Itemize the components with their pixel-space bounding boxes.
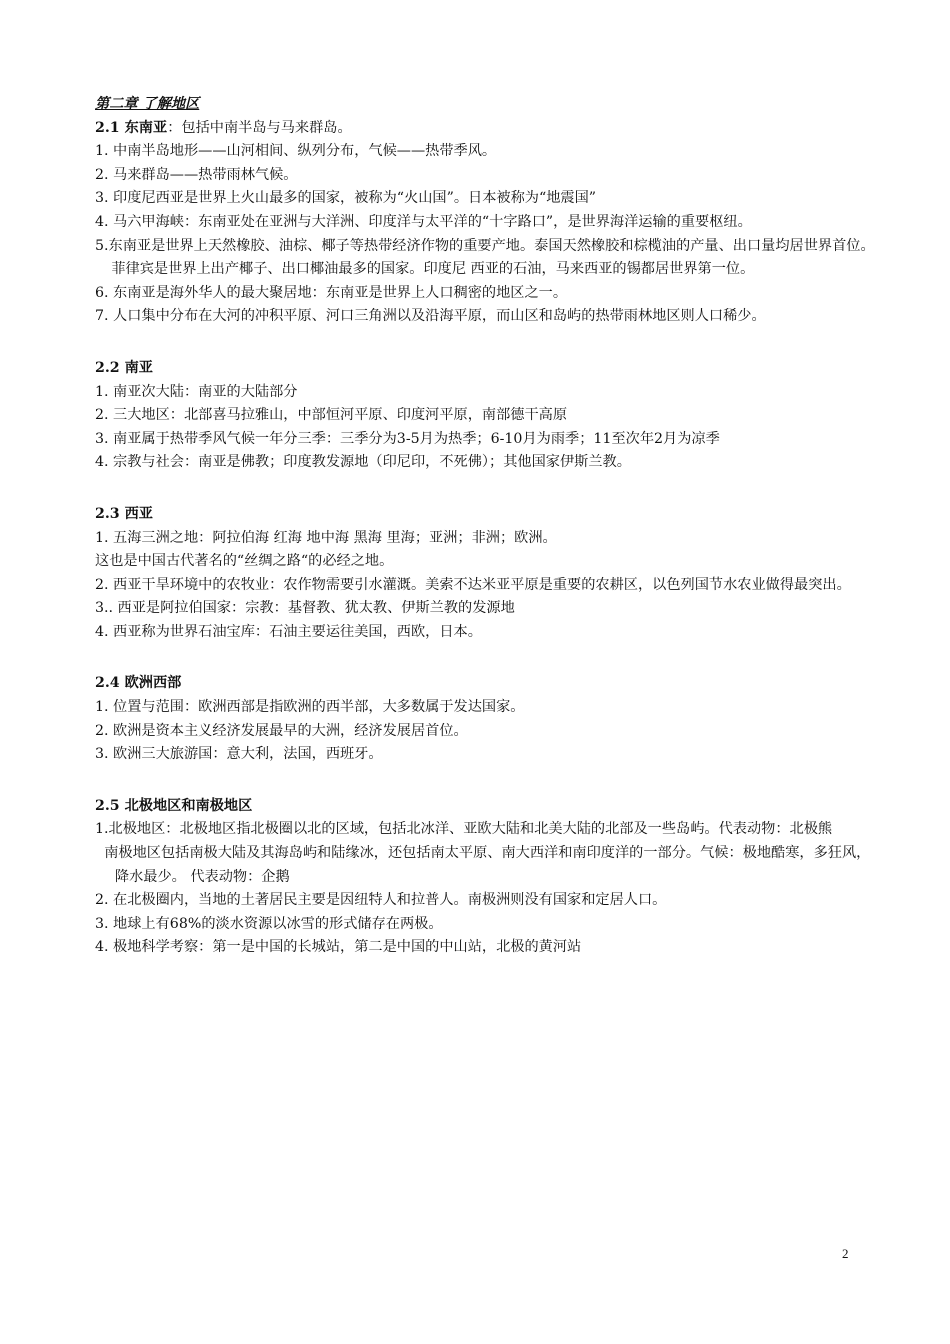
list-item: 2. 西亚干旱环境中的农牧业：农作物需要引水灌溉。美索不达米亚平原是重要的农耕区，以色列国节水农业做得最突出。 [95,576,851,593]
section-heading [95,795,875,819]
list-item: 2. 马来群岛——热带雨林气候。 [95,166,298,183]
list-item: 1.北极地区：北极地区指北极圈以北的区域，包括北冰洋、亚欧大陆和北美大陆的北部及一些岛屿。代表动物：北极熊 [95,821,833,838]
list-item: 2. 欧洲是资本主义经济发展最早的大洲，经济发展居首位。 [95,722,468,739]
document-body [95,93,875,960]
section-title: 2.3 西亚 [95,505,153,522]
section-title-suffix: ：包括中南半岛与马来群岛。 [167,119,352,136]
section-title: 2.5 北极地区和南极地区 [95,797,253,814]
list-item: 5.东南亚是世界上天然橡胶、油棕、椰子等热带经济作物的重要产地。泰国天然橡胶和棕榄油的产量、出口量均居世界首位。菲律宾是世界上出产椰子、出口椰油最多的国家。印度尼 西亚的石油，马来西亚的锡都居世界第一位。 [95,237,875,278]
list-item: 3. 南亚属于热带季风气候一年分三季：三季分为3-5月为热季；6-10月为雨季；11至次年2月为凉季 [95,430,720,447]
section-western-europe [95,672,875,766]
list-item: 6. 东南亚是海外华人的最大聚居地：东南亚是世界上人口稠密的地区之一。 [95,284,568,301]
list-item: 3. 欧洲三大旅游国：意大利，法国，西班牙。 [95,746,383,763]
section-heading [95,357,875,381]
list-item: 4. 马六甲海峡：东南亚处在亚洲与大洋洲、印度洋与太平洋的“十字路口”，是世界海洋运输的重要枢纽。 [95,213,752,230]
section-heading [95,503,875,527]
section-title: 2.1 东南亚 [95,119,168,136]
list-item: 2. 在北极圈内，当地的土著居民主要是因纽特人和拉普人。南极洲则没有国家和定居人口。 [95,892,667,909]
list-item: 3. 地球上有68%的淡水资源以冰雪的形式储存在两极。 [95,915,443,932]
list-item: 1. 中南半岛地形——山河相间、纵列分布，气候——热带季风。 [95,143,497,160]
list-item: 4. 宗教与社会：南亚是佛教；印度教发源地（印尼印，不死佛）；其他国家伊斯兰教。 [95,454,631,471]
list-item: 3.. 西亚是阿拉伯国家：宗教：基督教、犹太教、伊斯兰教的发源地 [95,600,515,617]
chapter-title: 第二章 了解地区 [95,96,200,112]
section-title: 2.4 欧洲西部 [95,675,182,692]
list-item: 4. 极地科学考察：第一是中国的长城站，第二是中国的中山站，北极的黄河站 [95,939,582,956]
section-polar-regions [95,795,875,960]
section-heading [95,117,875,141]
list-item: 这也是中国古代著名的“丝绸之路“的必经之地。 [95,553,394,570]
section-southeast-asia [95,117,875,329]
list-item: 2. 三大地区：北部喜马拉雅山，中部恒河平原、印度河平原，南部德干高原 [95,407,568,424]
list-item: 4. 西亚称为世界石油宝库：石油主要运往美国，西欧，日本。 [95,623,482,640]
section-west-asia [95,503,875,645]
section-heading [95,672,875,696]
page-number: 2 [842,1246,849,1261]
list-item: 7. 人口集中分布在大河的冲积平原、河口三角洲以及沿海平原，而山区和岛屿的热带雨林地区则人口稀少。 [95,308,766,325]
list-item: 1. 南亚次大陆：南亚的大陆部分 [95,383,298,400]
section-title: 2.2 南亚 [95,359,153,376]
list-item: 3. 印度尼西亚是世界上火山最多的国家，被称为“火山国”。日本被称为“地震国” [95,190,597,207]
list-item: 南极地区包括南极大陆及其海岛屿和陆缘冰，还包括南太平原、南大西洋和南印度洋的一部分。气候：极地酷寒，多狂风，降水最少。 代表动物：企鹅 [104,845,871,885]
list-item: 1. 位置与范围：欧洲西部是指欧洲的西半部，大多数属于发达国家。 [95,699,525,716]
list-item: 1. 五海三洲之地：阿拉伯海 红海 地中海 黑海 里海；亚洲；非洲；欧洲。 [95,529,557,546]
section-south-asia [95,357,875,475]
